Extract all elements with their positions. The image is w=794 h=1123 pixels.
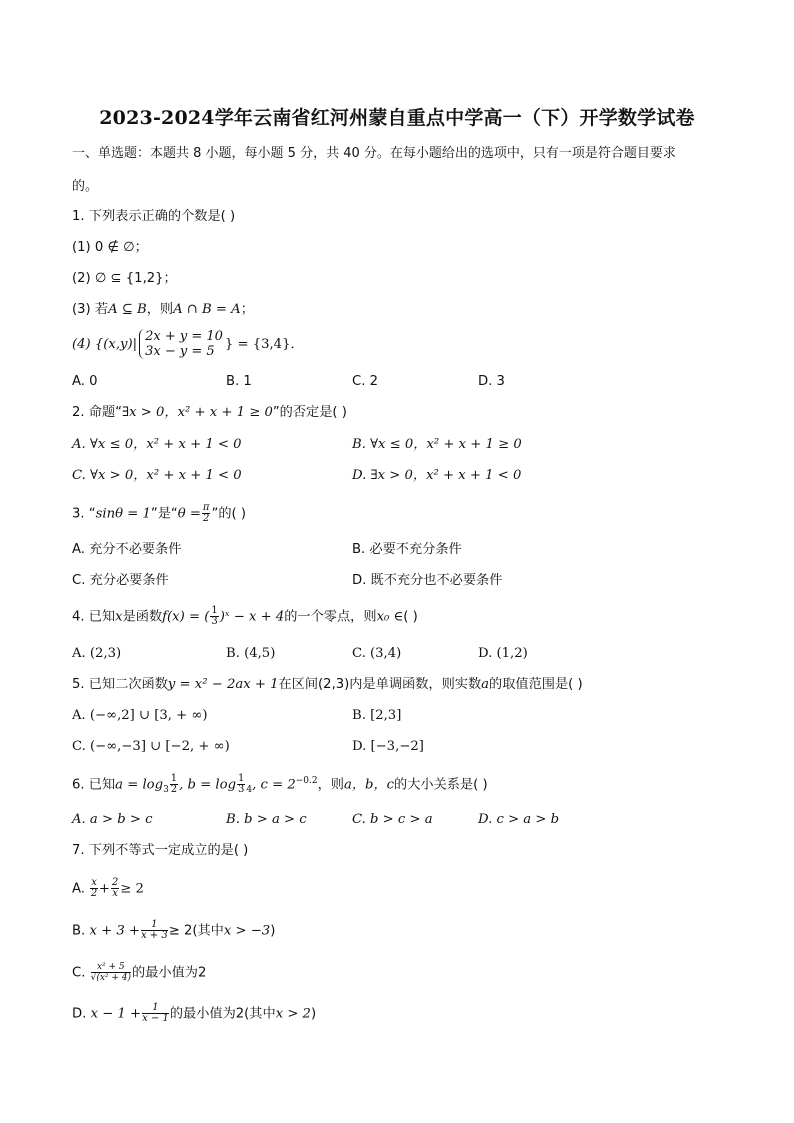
q4-math-f: f(x) = ( xyxy=(162,609,210,625)
q7-a-plus: + xyxy=(98,881,110,897)
q2-option-c: C. ∀x > 0，x² + x + 1 < 0 xyxy=(72,468,242,483)
q6-option-c: C. b > c > a xyxy=(352,812,433,827)
q4-math-x0: x₀ ∈ xyxy=(376,609,404,625)
q5-math-y: y = x² − 2ax + 1 xyxy=(167,677,279,692)
q4-option-d: D. (1,2) xyxy=(478,646,528,661)
q1-s3-math1: A ⊆ B xyxy=(108,302,147,317)
q6-fraction1 xyxy=(170,774,178,795)
q3-frac-den: 2 xyxy=(203,513,210,524)
q3-stem-suffix: ”的( ) xyxy=(211,506,246,522)
q6-stem-prefix: 6. 已知 xyxy=(72,777,116,793)
q4-stem xyxy=(72,606,418,627)
q7-d-label: D. xyxy=(72,1006,87,1022)
q7-c-tail: 的最小值为2 xyxy=(132,965,207,981)
section-header-line1: 一、单选题：本题共 8 小题，每小题 5 分，共 40 分。在每小题给出的选项中，只有一项是符合题目要求 xyxy=(72,146,676,161)
q2-stem-suffix: ”的否定是( ) xyxy=(272,405,347,420)
q1-s4-set-start: (4) {(x,y)| xyxy=(72,337,138,352)
q7-c-frac-num: x² + 5 xyxy=(91,962,131,973)
q4-stem-mid1: 是函数 xyxy=(122,609,163,625)
q1-s4-set-end: } = {3,4}． xyxy=(224,337,304,352)
q6-frac2-den: 3 xyxy=(238,783,245,795)
q7-d-frac-den: x − 1 xyxy=(142,1013,169,1024)
q1-s4-eq2: 3x − y = 5 xyxy=(145,344,215,359)
q7-b-close: ) xyxy=(270,923,276,939)
q7-d-math1: x − 1 + xyxy=(90,1006,142,1022)
q7-b-label: B. xyxy=(72,923,86,939)
q5-stem-prefix: 5. 已知二次函数 xyxy=(72,677,168,692)
q7-b-frac xyxy=(141,920,168,941)
q1-s3-mid: ，则 xyxy=(146,302,174,317)
q4-fraction xyxy=(210,606,218,627)
q6-sub1: 3 xyxy=(163,785,169,796)
q5-option-a: A. (−∞,2] ∪ [3, + ∞) xyxy=(72,708,208,723)
q5-option-b: B. [2,3] xyxy=(352,708,402,723)
q6-math-a: a = log xyxy=(115,777,164,793)
q2-stem-math: ∃x > 0，x² + x + 1 ≥ 0 xyxy=(121,405,273,420)
q2-option-b: B. ∀x ≤ 0，x² + x + 1 ≥ 0 xyxy=(352,437,522,452)
q1-stem: 1. 下列表示正确的个数是( ) xyxy=(72,209,236,224)
q6-sub2: 4 xyxy=(246,785,253,796)
q3-frac-num: π xyxy=(202,502,210,513)
q7-c-label: C. xyxy=(72,965,86,981)
q4-math-f2: )ˣ − x + 4 xyxy=(219,609,285,625)
q1-option-a: A. 0 xyxy=(72,374,98,389)
q1-statement-2: (2) ∅ ⊆ {1,2}； xyxy=(72,271,177,286)
q6-math-c: , c = 2 xyxy=(252,777,296,793)
exam-title: 2023-2024学年云南省红河州蒙自重点中学高一（下）开学数学试卷 xyxy=(99,107,695,129)
q7-d-math2: x > 2 xyxy=(275,1006,311,1022)
q7-b-math2: x > −3 xyxy=(223,923,271,939)
q6-option-b: B. b > a > c xyxy=(226,812,307,827)
q7-option-b xyxy=(72,920,275,941)
q7-a-frac2 xyxy=(111,878,119,899)
q7-c-frac xyxy=(91,962,131,983)
q7-d-close: ) xyxy=(310,1006,317,1022)
q7-d-frac xyxy=(142,1003,169,1024)
q1-s3-math2: A ∩ B = A xyxy=(173,302,241,317)
q1-option-c: C. 2 xyxy=(352,374,378,389)
q6-frac1-den: 2 xyxy=(170,783,178,795)
q7-c-frac-den: √(x² + 4) xyxy=(90,973,132,983)
q1-statement-4 xyxy=(72,329,304,359)
q3-fraction xyxy=(202,503,211,524)
q4-frac-num: 1 xyxy=(211,605,218,616)
q5-stem-mid: 在区间(2,3)内是单调函数，则实数 xyxy=(278,677,482,692)
q3-math-theta: θ = xyxy=(177,506,201,522)
q7-a-tail: ≥ 2 xyxy=(120,881,144,897)
q3-stem-mid: ”是“ xyxy=(150,506,178,522)
q1-s4-eq1: 2x + y = 10 xyxy=(145,329,223,344)
q4-option-a: A. (2,3) xyxy=(72,646,122,661)
q6-math-abc: a，b，c xyxy=(343,777,395,793)
q7-b-frac-num: 1 xyxy=(141,920,168,931)
q3-option-b: B. 必要不充分条件 xyxy=(352,542,462,557)
q7-b-frac-den: x + 3 xyxy=(140,930,168,941)
q3-option-c: C. 充分必要条件 xyxy=(72,573,169,588)
q1-statement-1: (1) 0 ∉ ∅； xyxy=(72,240,148,255)
q7-a-label: A. xyxy=(72,881,85,897)
q7-option-c xyxy=(72,962,206,983)
q6-math-b: , b = log xyxy=(179,777,237,793)
q6-option-d: D. c > a > b xyxy=(478,812,560,827)
q1-option-b: B. 1 xyxy=(226,374,252,389)
q1-statement-3 xyxy=(72,301,254,319)
q4-stem-suffix: ( ) xyxy=(403,609,418,625)
q1-s3-end: ； xyxy=(240,302,254,317)
q4-frac-den: 3 xyxy=(211,616,218,627)
q6-stem-suffix: 的大小关系是( ) xyxy=(394,777,488,793)
q5-stem-suffix: 的取值范围是( ) xyxy=(489,677,583,692)
q2-option-d: D. ∃x > 0，x² + x + 1 < 0 xyxy=(352,468,522,483)
q6-stem-mid: ，则 xyxy=(317,777,344,793)
q5-stem xyxy=(72,676,583,694)
q6-frac1-num: 1 xyxy=(170,772,178,784)
q6-fraction2 xyxy=(237,774,245,795)
q7-a-frac1-num: x xyxy=(91,877,97,888)
q7-a-frac1 xyxy=(90,878,98,899)
q3-stem-prefix: 3. “ xyxy=(72,506,96,522)
q5-math-a: a xyxy=(481,677,490,692)
q4-stem-prefix: 4. 已知 xyxy=(72,609,116,625)
q3-stem xyxy=(72,503,246,524)
q6-frac2-num: 1 xyxy=(238,772,245,784)
q1-s4-equation-system xyxy=(139,329,223,359)
q4-math-x: x xyxy=(115,609,123,625)
q7-a-frac2-num: 2 xyxy=(111,877,119,888)
q1-s3-prefix: (3) 若 xyxy=(72,302,109,317)
q4-stem-mid2: 的一个零点，则 xyxy=(284,609,377,625)
q3-option-a: A. 充分不必要条件 xyxy=(72,542,182,557)
q2-stem-prefix: 2. 命题“ xyxy=(72,405,122,420)
q7-option-d xyxy=(72,1003,316,1024)
q7-a-frac2-den: x xyxy=(112,888,118,899)
q5-option-d: D. [−3,−2] xyxy=(352,739,424,754)
q7-b-text: ≥ 2(其中 xyxy=(168,923,224,939)
q7-d-text: 的最小值为2(其中 xyxy=(169,1006,276,1022)
q6-stem xyxy=(72,772,488,799)
q7-a-frac1-den: 2 xyxy=(90,888,98,899)
q7-d-frac-num: 1 xyxy=(142,1003,169,1014)
q5-option-c: C. (−∞,−3] ∪ [−2, + ∞) xyxy=(72,739,230,754)
q6-sup: −0.2 xyxy=(295,776,318,786)
q6-option-a: A. a > b > c xyxy=(72,812,153,827)
q1-option-d: D. 3 xyxy=(478,374,505,389)
section-header-line2: 的。 xyxy=(72,179,99,194)
q3-math-sin: sinθ = 1 xyxy=(95,506,151,522)
q4-option-c: C. (3,4) xyxy=(352,646,402,661)
q7-b-math1: x + 3 + xyxy=(89,923,140,939)
q2-stem xyxy=(72,404,347,422)
q2-option-a: A. ∀x ≤ 0，x² + x + 1 < 0 xyxy=(72,437,242,452)
q3-option-d: D. 既不充分也不必要条件 xyxy=(352,573,503,588)
q7-stem: 7. 下列不等式一定成立的是( ) xyxy=(72,843,249,858)
q4-option-b: B. (4,5) xyxy=(226,646,276,661)
q7-option-a xyxy=(72,878,144,899)
